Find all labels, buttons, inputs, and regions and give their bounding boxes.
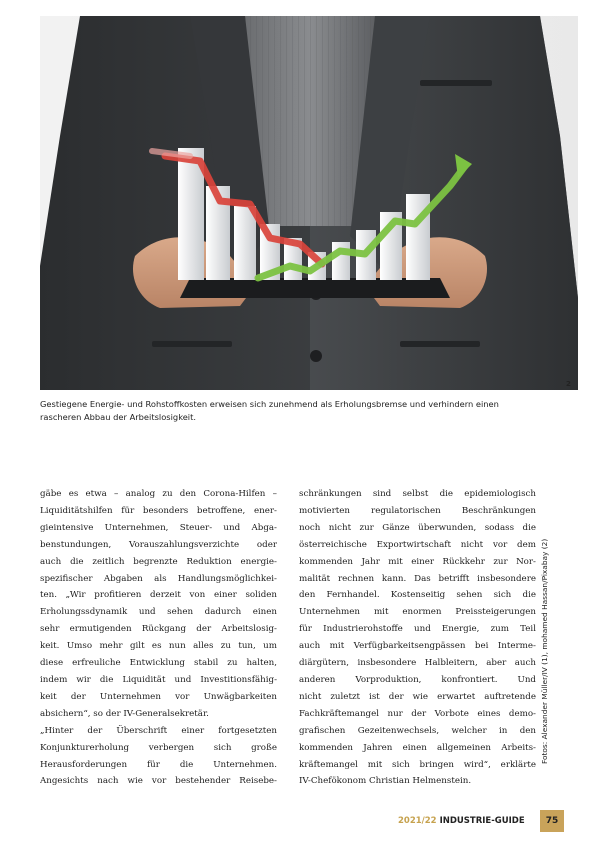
page-footer [398, 812, 525, 830]
text-line: österreichische Exportwirtschaft nicht vor dem [299, 539, 536, 550]
article-column-left [40, 486, 277, 790]
text-line: anderen Vorproduktion, konfrontiert. Und [299, 674, 536, 685]
text-line: auch die zeitlich begrenzte Reduktion energie- [40, 556, 277, 567]
text-line: malität rechnen kann. Das betrifft insbesondere [299, 573, 536, 584]
text-line: grafischen Gezeitenwechsels, welcher in den [299, 725, 536, 736]
text-line: Unternehmen mit enormen Preissteigerungen [299, 607, 536, 618]
text-line: kommenden Jahr mit einer Rückkehr zur Nor- [299, 556, 536, 567]
photo-credit: Fotos: Alexander Müller/IV (1), mohamed Hassan/Pixabay (2) [540, 538, 549, 764]
text-line: Konjunkturerholung verbergen sich große [40, 742, 277, 753]
text-line: den Fernhandel. Kostenseitig sehen sich die [299, 590, 536, 601]
text-line: kommenden Jahren einen allgemeinen Arbeits- [299, 742, 536, 753]
text-line: IV-Chefökonom Christian Helmenstein. [299, 776, 472, 787]
figure-number: 2 [566, 380, 571, 388]
footer-publication: INDUSTRIE-GUIDE [439, 816, 525, 826]
footer-year: 2021/22 [398, 816, 437, 826]
page-number: 75 [540, 810, 564, 832]
text-line: keit der Unternehmen vor Unwägbarkeiten [40, 691, 277, 702]
text-line: für Industrierohstoffe und Energie, zum Teil [299, 624, 536, 635]
text-line: Angesichts nach wie vor bestehender Reisebe- [40, 776, 277, 787]
text-line: schränkungen sind selbst die epidemiologisch [299, 489, 536, 499]
text-line: diese erfreuliche Entwicklung stabil zu halten, [40, 658, 277, 669]
text-line: nicht zuletzt ist der wie erwartet auftretende [299, 691, 536, 702]
text-line: Herausforderungen für die Unternehmen. [40, 759, 277, 770]
text-line: benstundungen, Vorauszahlungsverzichte oder [40, 539, 277, 550]
text-line: kräftemangel mit sich bringen wird“, erklärte [299, 759, 536, 770]
text-line: spezifischer Abgaben als Handlungsmöglichkei- [40, 573, 277, 584]
text-line: ten. „Wir profitieren derzeit von einer soliden [40, 590, 277, 601]
text-line: keit. Umso mehr gilt es nun alles zu tun, um [40, 641, 277, 652]
text-line: motivierten regulatorischen Beschränkungen [299, 505, 536, 516]
businessman-holding-tablet-chart-illustration [40, 16, 578, 390]
text-line: sehr ermutigenden Rückgang der Arbeitslosig- [40, 624, 277, 635]
article-column-right [299, 486, 536, 790]
figure-caption: Gestiegene Energie- und Rohstoffkosten erweisen sich zunehmend als Erholungsbremse und verhindern einen rascheren Abbau der Arbeitslosigkeit. [40, 399, 499, 422]
text-line: gäbe es etwa – analog zu den Corona-Hilfen – [40, 489, 277, 499]
text-line: indem wir die Liquidität und Investitionsfähig- [40, 674, 277, 685]
text-line: absichern“, so der IV-Generalsekretär. [40, 708, 209, 719]
text-line: Liquiditätshilfen für besonders betroffene, ener- [40, 505, 277, 516]
text-line: „Hinter der Überschrift einer fortgesetzten [40, 725, 277, 736]
text-line: Erholungssdynamik und sehen dadurch einen [40, 607, 277, 618]
text-line: Fachkräftemangel nur der Vorbote eines demo- [299, 708, 536, 719]
text-line: noch nicht zur Gänze überwunden, sodass die [299, 522, 536, 533]
text-line: diärgütern, insbesondere Halbleitern, aber auch [299, 658, 536, 669]
article-photo [40, 16, 578, 390]
text-line: gieintensive Unternehmen, Steuer- und Abga- [40, 522, 277, 533]
text-line: auch mit Verfügbarkeitsengpässen bei Interme- [299, 641, 536, 652]
